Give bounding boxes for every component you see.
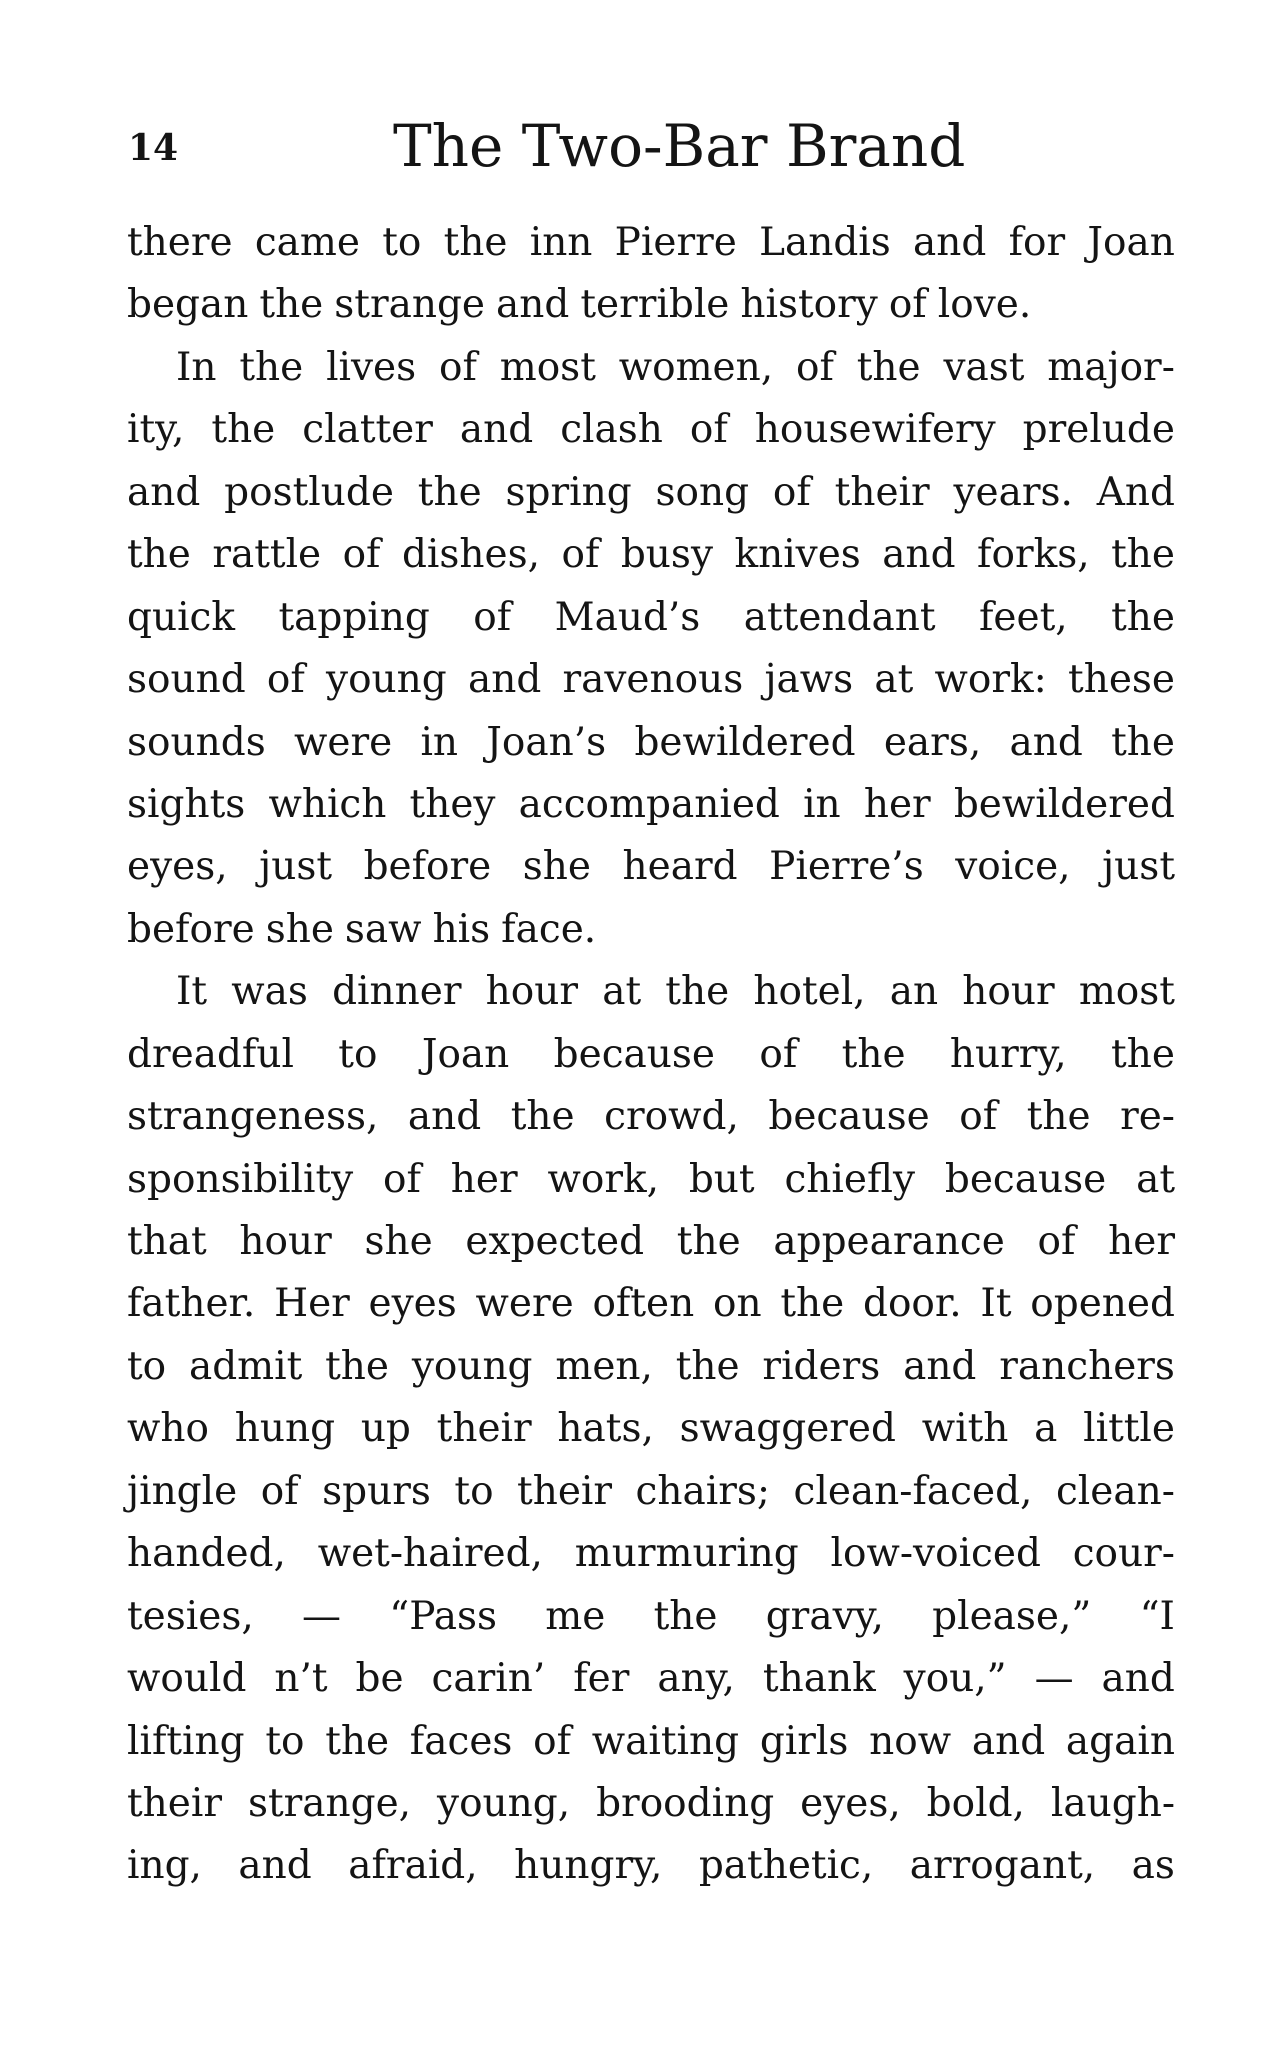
word: afraid, — [348, 1843, 478, 1889]
word: the — [1026, 1094, 1091, 1140]
word: on — [713, 1281, 762, 1327]
word: were — [293, 719, 393, 765]
word: housewifery — [754, 407, 996, 453]
word: murmuring — [574, 1531, 799, 1577]
word: just — [1102, 844, 1175, 890]
word: up — [360, 1406, 411, 1452]
text-line — [127, 1211, 1175, 1273]
word: and — [903, 1343, 977, 1389]
word: chiefly — [784, 1156, 916, 1202]
text-line — [127, 1024, 1175, 1086]
word: strange — [334, 282, 486, 328]
word: of — [260, 1468, 299, 1514]
word: carin’ — [431, 1656, 546, 1702]
page-header — [128, 108, 1188, 188]
word: n’t — [274, 1656, 328, 1702]
word: dishes, — [401, 532, 541, 578]
word: vast — [943, 344, 1025, 390]
text-line — [127, 1523, 1175, 1585]
word: tesies, — [127, 1593, 254, 1639]
word: cour- — [1072, 1531, 1175, 1577]
word: please,” — [932, 1593, 1092, 1639]
word: because — [553, 1031, 716, 1077]
word: she — [522, 844, 592, 890]
word: brooding — [596, 1780, 775, 1826]
word: attendant — [743, 594, 936, 640]
word: expected — [465, 1219, 645, 1264]
word: hour — [239, 1219, 332, 1264]
word: the — [1111, 1031, 1175, 1077]
word: — — [302, 1593, 341, 1639]
word: there — [127, 220, 233, 265]
text-line — [127, 1586, 1175, 1648]
word: Pierre’s — [769, 844, 924, 890]
word: the — [127, 532, 191, 578]
word: hats, — [557, 1406, 654, 1452]
word: saw — [344, 906, 422, 952]
word: Landis — [759, 220, 891, 265]
word: at — [602, 969, 642, 1015]
text-line — [127, 462, 1175, 524]
word: Joan — [421, 1031, 510, 1077]
word: the — [780, 1281, 845, 1327]
word: the — [665, 969, 730, 1015]
word: thank — [762, 1656, 876, 1702]
word: crowd, — [604, 1094, 739, 1140]
word: the — [856, 344, 921, 390]
word: again — [1065, 1718, 1175, 1764]
word: be — [355, 1656, 404, 1702]
word: hotel, — [753, 969, 866, 1015]
word: the — [653, 1593, 718, 1639]
word: were — [475, 1281, 574, 1327]
word: face. — [501, 906, 597, 952]
word: quick — [127, 594, 236, 640]
word: because — [768, 1094, 930, 1140]
word: ing, — [127, 1843, 202, 1889]
word: Pierre — [614, 220, 737, 265]
word: sponsibility — [127, 1156, 354, 1202]
word: before — [363, 844, 492, 890]
text-line — [127, 1711, 1175, 1773]
word: clean-faced, — [793, 1468, 1033, 1514]
word: her — [1108, 1219, 1175, 1264]
word: It — [176, 969, 208, 1015]
word: Maud’s — [554, 594, 701, 640]
word: of — [689, 407, 728, 453]
word: women, — [618, 344, 774, 390]
text-line — [127, 399, 1175, 461]
word: work, — [547, 1156, 659, 1202]
body-text — [127, 212, 1175, 1898]
word: any, — [657, 1656, 735, 1702]
word: young — [411, 1343, 533, 1389]
word: gravy, — [765, 1593, 884, 1639]
word: to — [127, 1343, 167, 1389]
word: song — [655, 469, 750, 515]
text-line — [127, 899, 1175, 961]
word: spurs — [322, 1468, 431, 1514]
word: arrogant, — [909, 1843, 1096, 1889]
word: their — [834, 469, 930, 515]
text-line — [127, 1398, 1175, 1460]
word: and — [496, 282, 570, 328]
word: of — [266, 657, 305, 703]
word: and — [913, 220, 987, 265]
word: to — [454, 1468, 494, 1514]
word: strangeness, — [127, 1094, 379, 1140]
word: door. — [862, 1281, 962, 1327]
word: the — [676, 1219, 741, 1264]
word: swaggered — [679, 1406, 896, 1452]
word: the — [841, 1031, 906, 1077]
word: jingle — [127, 1468, 238, 1514]
word: an — [889, 969, 939, 1015]
word: and — [882, 532, 956, 578]
word: opened — [1030, 1281, 1175, 1327]
word: the — [443, 220, 508, 265]
word: their — [517, 1468, 613, 1514]
word: to — [265, 1718, 305, 1764]
word: lives — [326, 344, 417, 390]
word: their — [436, 1406, 532, 1452]
word: with — [921, 1406, 1009, 1452]
text-line — [127, 212, 1175, 274]
word: me — [545, 1593, 606, 1639]
word: clash — [560, 407, 663, 453]
word: sound — [127, 657, 246, 703]
text-line — [127, 524, 1175, 586]
word: major- — [1047, 344, 1175, 390]
word: of — [795, 344, 834, 390]
word: and — [459, 407, 534, 453]
text-line — [127, 1648, 1175, 1710]
word: jaws — [764, 657, 854, 703]
word: ears, — [883, 719, 982, 765]
word: spring — [505, 469, 632, 515]
text-line — [127, 1336, 1175, 1398]
word: Her — [274, 1281, 350, 1327]
word: bold, — [926, 1780, 1025, 1826]
word: which — [268, 781, 387, 827]
word: girls — [759, 1718, 849, 1764]
word: “Pass — [389, 1593, 497, 1639]
word: love. — [937, 282, 1032, 328]
word: at — [1136, 1156, 1175, 1202]
word: And — [1096, 469, 1175, 515]
word: a — [1034, 1406, 1058, 1452]
running-title: The Two-Bar Brand — [393, 112, 966, 180]
word: riders — [762, 1343, 881, 1389]
word: she — [364, 1219, 433, 1264]
word: the — [1111, 594, 1175, 640]
word: Joan — [1087, 220, 1175, 265]
word: came — [254, 220, 360, 265]
word: of — [533, 1718, 572, 1764]
word: for — [1008, 220, 1066, 265]
word: sounds — [127, 719, 266, 765]
word: at — [874, 657, 914, 703]
text-line — [127, 961, 1175, 1023]
word: just — [259, 844, 333, 890]
word: she — [265, 906, 334, 952]
word: forks, — [977, 532, 1090, 578]
text-line — [127, 712, 1175, 774]
word: of — [438, 344, 477, 390]
word: the — [417, 469, 482, 515]
word: as — [1131, 1843, 1175, 1889]
word: her — [863, 781, 931, 827]
text-line — [127, 836, 1175, 898]
word: dreadful — [127, 1031, 294, 1077]
word: hung — [234, 1406, 336, 1452]
word: prelude — [1022, 407, 1175, 453]
word: waiting — [591, 1718, 740, 1764]
word: low-voiced — [830, 1531, 1041, 1577]
word: accompanied — [518, 781, 780, 827]
word: tapping — [278, 594, 430, 640]
text-line — [127, 1086, 1175, 1148]
word: the — [325, 1718, 390, 1764]
word: fer — [573, 1656, 630, 1702]
word: you,” — [903, 1656, 1007, 1702]
word: bewildered — [953, 781, 1175, 827]
word: the — [325, 1343, 389, 1389]
word: the — [675, 1343, 740, 1389]
word: the — [259, 282, 324, 328]
word: of — [383, 1156, 421, 1202]
word: in — [420, 719, 459, 765]
word: and — [1009, 719, 1083, 765]
word: ravenous — [562, 657, 744, 703]
word: heard — [622, 844, 738, 890]
word: years. — [953, 469, 1073, 515]
word: of — [888, 282, 927, 328]
word: “I — [1139, 1593, 1175, 1639]
word: eyes, — [800, 1780, 901, 1826]
word: would — [127, 1656, 247, 1702]
word: the — [1111, 719, 1175, 765]
word: eyes, — [127, 844, 228, 890]
word: ity, — [127, 407, 185, 453]
text-line — [127, 274, 1175, 336]
word: father. — [127, 1281, 256, 1327]
word: these — [1068, 657, 1175, 703]
word: Joan’s — [486, 719, 607, 765]
text-line — [127, 1773, 1175, 1835]
word: feet, — [978, 594, 1068, 640]
word: who — [127, 1406, 209, 1452]
word: busy — [620, 532, 713, 578]
word: little — [1083, 1406, 1175, 1452]
word: voice, — [955, 844, 1071, 890]
text-line — [127, 587, 1175, 649]
word: handed, — [127, 1531, 286, 1577]
word: of — [473, 594, 512, 640]
text-line — [127, 337, 1175, 399]
word: the — [1111, 532, 1175, 578]
word: strange, — [247, 1780, 412, 1826]
word: of — [561, 532, 600, 578]
word: hour — [962, 969, 1055, 1015]
word: their — [127, 1780, 222, 1826]
word: knives — [734, 532, 861, 578]
word: and — [467, 657, 542, 703]
text-line — [127, 1273, 1175, 1335]
word: and — [971, 1718, 1046, 1764]
word: to — [382, 220, 422, 265]
word: admit — [188, 1343, 303, 1389]
word: pathetic, — [698, 1843, 874, 1889]
word: her — [450, 1156, 518, 1202]
word: that — [127, 1219, 207, 1264]
word: because — [944, 1156, 1107, 1202]
word: to — [338, 1031, 378, 1077]
word: they — [409, 781, 496, 827]
text-line — [127, 1835, 1175, 1897]
word: eyes — [368, 1281, 457, 1327]
text-line — [127, 774, 1175, 836]
text-line — [127, 1461, 1175, 1523]
word: young, — [437, 1780, 571, 1826]
word: most — [499, 344, 596, 390]
word: — — [1034, 1656, 1074, 1702]
word: terrible — [580, 282, 730, 328]
word: and — [407, 1094, 482, 1140]
word: his — [432, 906, 491, 952]
word: and — [127, 469, 201, 515]
word: but — [688, 1156, 755, 1202]
word: postlude — [224, 469, 394, 515]
word: before — [127, 906, 255, 952]
word: men, — [555, 1343, 653, 1389]
word: the — [239, 344, 304, 390]
word: the — [211, 407, 276, 453]
word: ranchers — [999, 1343, 1175, 1389]
word: and — [238, 1843, 312, 1889]
word: clatter — [302, 407, 433, 453]
text-line — [127, 1149, 1175, 1211]
word: most — [1078, 969, 1175, 1015]
word: of — [959, 1094, 998, 1140]
word: inn — [529, 220, 593, 265]
word: wet-haired, — [317, 1531, 543, 1577]
word: sights — [127, 781, 246, 827]
word: re- — [1120, 1094, 1175, 1140]
page-number: 14 — [128, 127, 179, 169]
word: It — [980, 1281, 1012, 1327]
word: often — [592, 1281, 695, 1327]
word: hurry, — [949, 1031, 1067, 1077]
word: in — [803, 781, 841, 827]
word: lifting — [127, 1718, 245, 1764]
word: rattle — [212, 532, 322, 578]
word: faces — [409, 1718, 513, 1764]
word: work: — [934, 657, 1047, 703]
word: chairs; — [635, 1468, 771, 1514]
word: of — [772, 469, 811, 515]
word: dinner — [332, 969, 462, 1015]
word: hour — [485, 969, 579, 1015]
word: bewildered — [634, 719, 856, 765]
word: of — [759, 1031, 798, 1077]
word: of — [342, 532, 381, 578]
word: young — [326, 657, 447, 703]
word: hungry, — [514, 1843, 663, 1889]
word: began — [127, 282, 249, 328]
word: the — [510, 1094, 575, 1140]
word: of — [1037, 1219, 1076, 1264]
word: laugh- — [1050, 1780, 1175, 1826]
word: was — [231, 969, 308, 1015]
word: clean- — [1055, 1468, 1175, 1514]
text-line — [127, 649, 1175, 711]
word: appearance — [773, 1219, 1005, 1264]
word: and — [1101, 1656, 1175, 1702]
word: history — [740, 282, 878, 328]
word: In — [176, 344, 217, 390]
word: now — [869, 1718, 952, 1764]
